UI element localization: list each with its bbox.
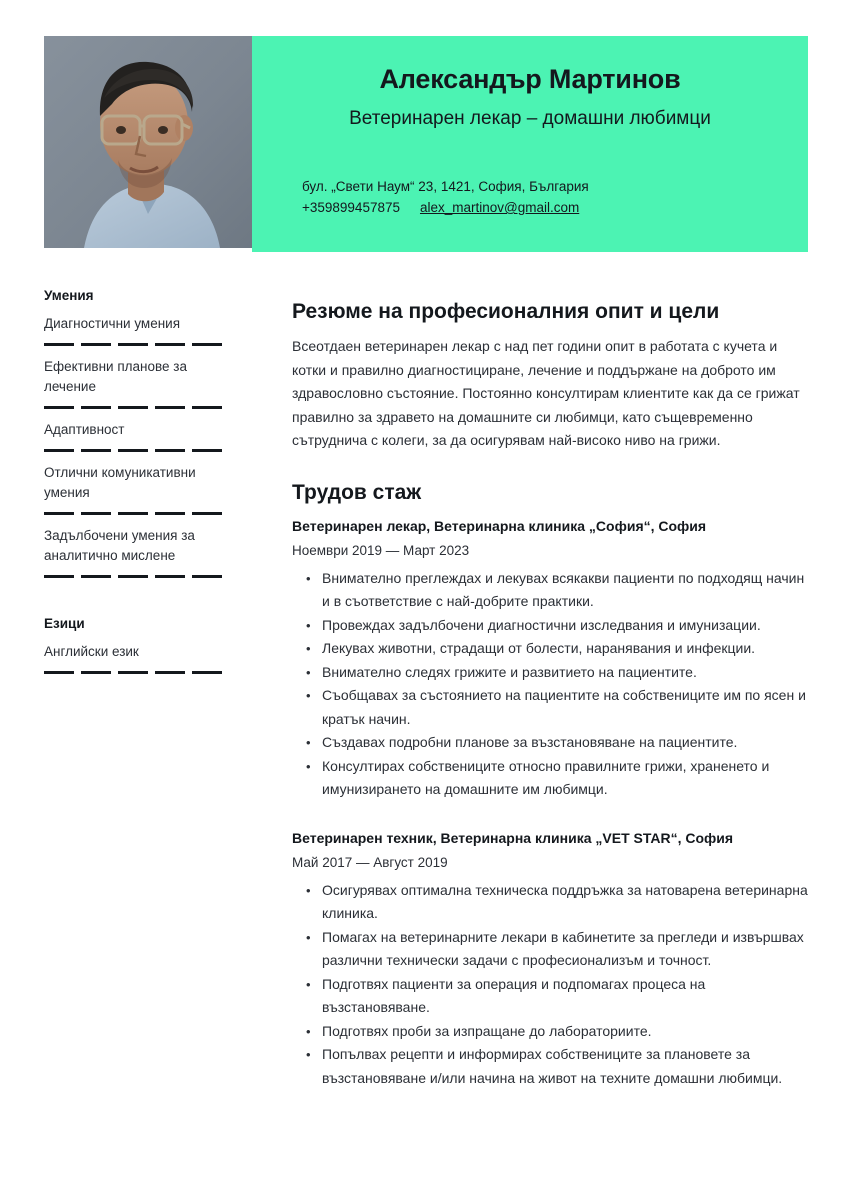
experience-entry — [292, 828, 810, 1091]
job-bullet: • Подготвях пациенти за операция и подпомагах процеса на възстановяване. — [322, 973, 810, 1020]
person-name: Александър Мартинов — [379, 64, 681, 94]
skill-divider — [44, 449, 229, 452]
job-bullet: • Внимателно преглеждах и лекувах всякакви пациенти по подходящ начин и в съответствие с най-добрите практики. — [322, 567, 810, 614]
portrait-illustration-icon — [44, 36, 252, 248]
summary-heading: Резюме на професионалния опит и цели — [292, 300, 720, 323]
header-banner — [252, 36, 808, 252]
languages-heading: Езици — [44, 616, 85, 631]
person-job-title: Ветеринарен лекар – домашни любимци — [349, 108, 711, 129]
skill-item: Задълбочени умения за аналитично мислене — [44, 528, 195, 563]
job-bullet: • Създавах подробни планове за възстановяване на пациентите. — [322, 731, 810, 755]
experience-heading: Трудов стаж — [292, 480, 422, 504]
contact-block — [302, 176, 589, 218]
job-bullet-list — [292, 567, 810, 802]
skill-item: Отлични комуникативни умения — [44, 465, 196, 500]
skills-heading: Умения — [44, 288, 94, 303]
job-bullet: • Консултирах собствениците относно правилните грижи, храненето и имунизирането на домашните им любимци. — [322, 755, 810, 802]
skill-divider — [44, 343, 229, 346]
job-dates: Ноември 2019 — Март 2023 — [292, 542, 470, 558]
profile-photo — [44, 36, 252, 248]
job-bullet: • Подготвях проби за изпращане до лабораториите. — [322, 1020, 810, 1044]
contact-address: бул. „Свети Наум“ 23, 1421, София, България — [302, 179, 589, 194]
skill-divider — [44, 575, 229, 578]
skill-item: Диагностични умения — [44, 316, 181, 331]
experience-entry — [292, 516, 810, 802]
job-bullet: • Съобщавах за състоянието на пациентите на собствениците им по ясен и кратък начин. — [322, 684, 810, 731]
job-bullet: • Помагах на ветеринарните лекари в кабинетите за прегледи и извършвах различни технически задачи с професионализъм и точност. — [322, 926, 810, 973]
skill-divider — [44, 512, 229, 515]
skill-divider — [44, 406, 229, 409]
job-title-company: Ветеринарен лекар, Ветеринарна клиника „София“, София — [292, 517, 707, 534]
job-bullet: • Внимателно следях грижите и развитието на пациентите. — [322, 661, 810, 685]
contact-email[interactable]: alex_martinov@gmail.com — [419, 200, 580, 215]
job-bullet-list — [292, 879, 810, 1091]
skill-item: Ефективни планове за лечение — [44, 359, 187, 394]
contact-phone[interactable]: +359899457875 — [302, 200, 400, 215]
job-bullet: • Провеждах задълбочени диагностични изследвания и имунизации. — [322, 614, 810, 638]
resume-header — [44, 36, 808, 252]
language-item: Английски език — [44, 644, 139, 659]
main-column — [292, 300, 810, 1094]
sidebar — [44, 288, 234, 685]
language-divider — [44, 671, 229, 674]
job-bullet: • Лекувах животни, страдащи от болести, наранявания и инфекции. — [322, 637, 810, 661]
job-bullet: • Осигурявах оптимална техническа поддръжка за натоварена ветеринарна клиника. — [322, 879, 810, 926]
job-bullet: • Попълвах рецепти и информирах собствениците за плановете за възстановяване и/или начина на живот на техните домашни любимци. — [322, 1043, 810, 1090]
sidebar-spacer — [44, 589, 234, 616]
summary-text: Всеотдаен ветеринарен лекар с над пет години опит в работата с кучета и котки и правилно диагностициране, лечение и поддържане на доброто им здравословно състояние. Постоянно консултирам клиентите как да се грижат правилно за здравето на домашните си любимци, като същевременно сътруднича с колеги, за да осигурявам най-високо ниво на грижи. — [292, 338, 800, 448]
skill-item: Адаптивност — [44, 422, 125, 437]
job-dates: Май 2017 — Август 2019 — [292, 854, 448, 870]
job-title-company: Ветеринарен техник, Ветеринарна клиника „VET STAR“, София — [292, 829, 734, 846]
